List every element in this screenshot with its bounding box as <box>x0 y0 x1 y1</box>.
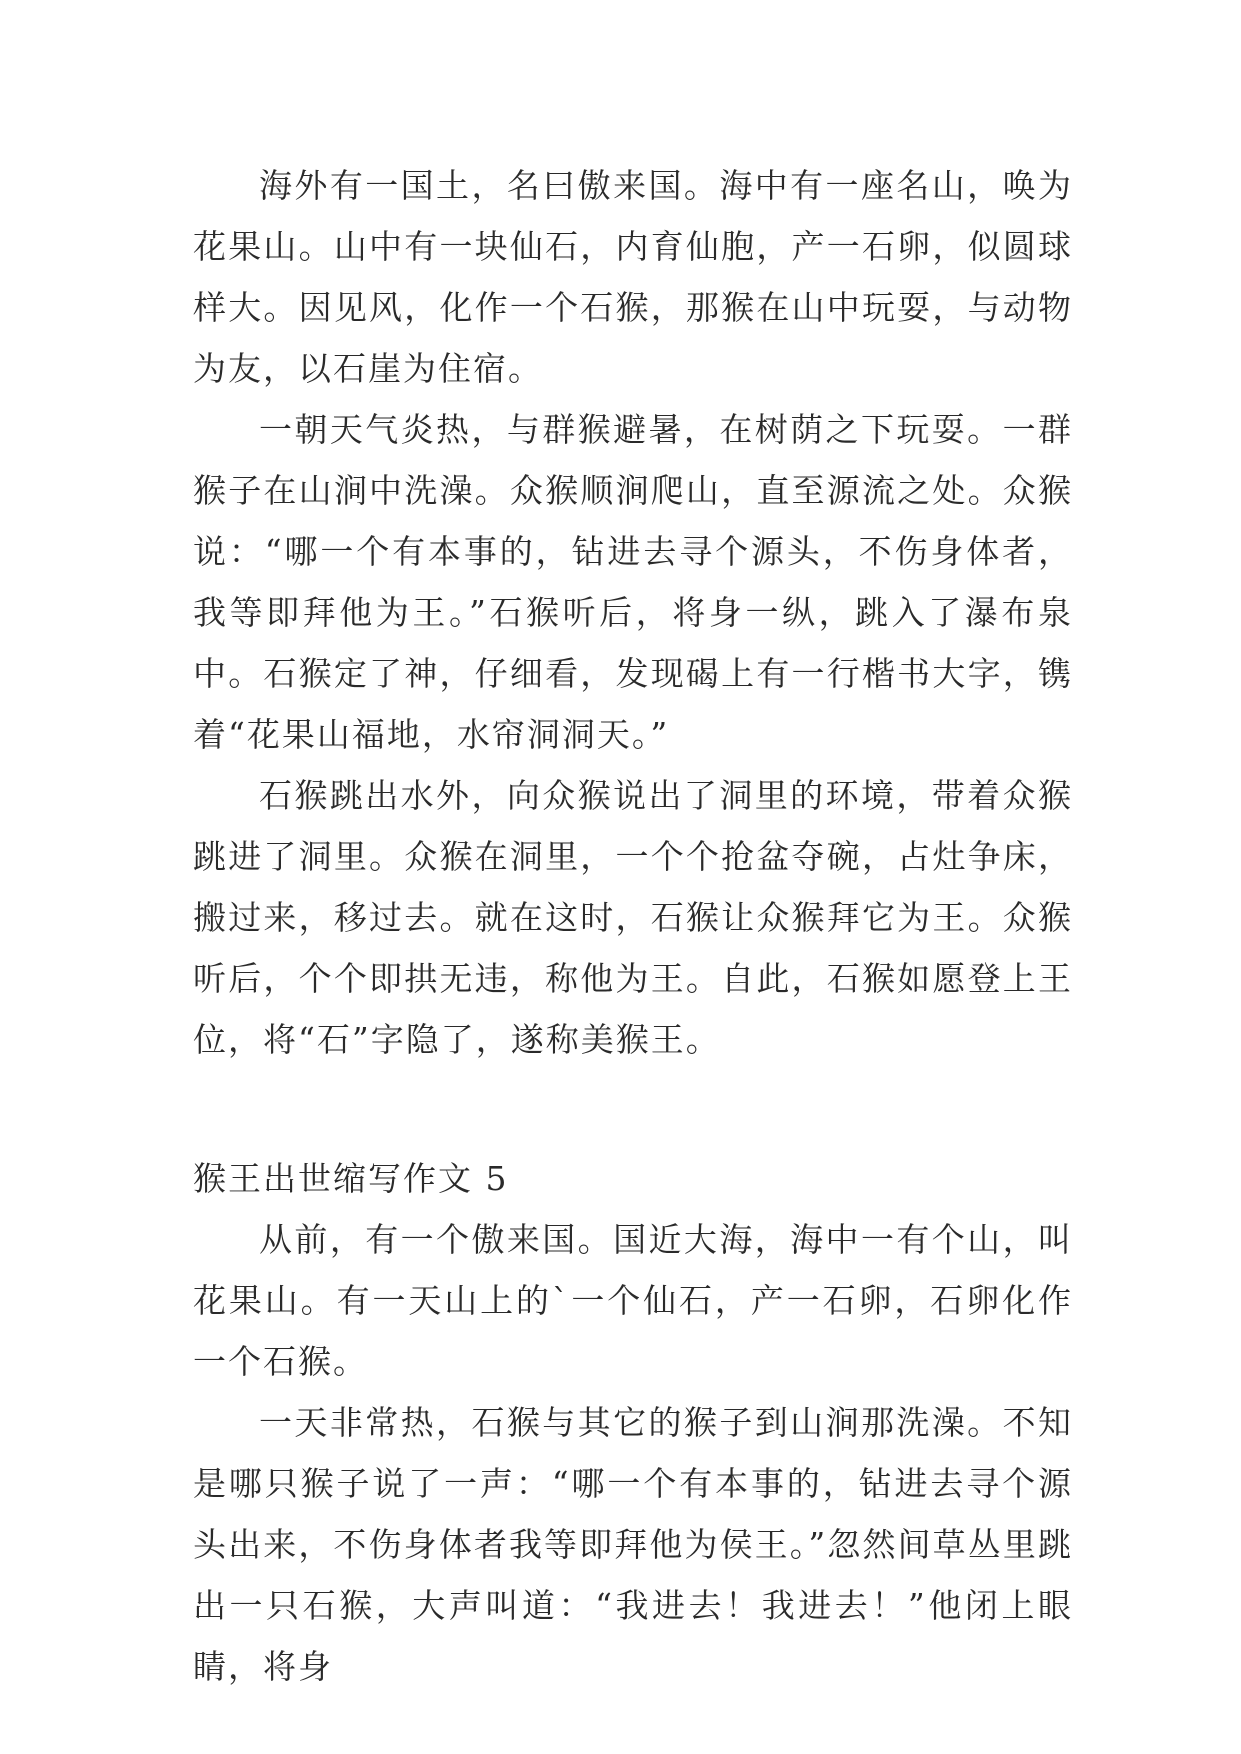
section-title: 猴王出世缩写作文 5 <box>193 1159 509 1198</box>
paragraph: 海外有一国土，名曰傲来国。海中有一座名山，唤为花果山。山中有一块仙石，内育仙胞，产一石卵，似圆球样大。因见风，化作一个石猴，那猴在山中玩耍，与动物为友，以石崖为住宿。 <box>193 166 1073 388</box>
paragraph: 石猴跳出水外，向众猴说出了洞里的环境，带着众猴跳进了洞里。众猴在洞里，一个个抢盆夺碗，占灶争床，搬过来，移过去。就在这时，石猴让众猴拜它为王。众猴听后，个个即拱无违，称他为王。自此，石猴如愿登上王位，将“石”字隐了，遂称美猴王。 <box>193 776 1073 1059</box>
paragraph: 一朝天气炎热，与群猴避暑，在树荫之下玩耍。一群猴子在山涧中洗澡。众猴顺涧爬山，直至源流之处。众猴说：“哪一个有本事的，钻进去寻个源头，不伤身体者，我等即拜他为王。”石猴听后，将身一纵，跳入了瀑布泉中。石猴定了神，仔细看，发现碣上有一行楷书大字，镌着“花果山福地，水帘洞洞天。” <box>193 410 1073 754</box>
paragraph: 一天非常热，石猴与其它的猴子到山涧那洗澡。不知是哪只猴子说了一声：“哪一个有本事的，钻进去寻个源头出来，不伤身体者我等即拜他为侯王。”忽然间草丛里跳出一只石猴，大声叫道：“我进去！我进去！”他闭上眼睛，将身 <box>193 1403 1073 1686</box>
document-body <box>193 155 1073 1697</box>
paragraph: 从前，有一个傲来国。国近大海，海中一有个山，叫花果山。有一天山上的`一个仙石，产一石卵，石卵化作一个石猴。 <box>193 1220 1073 1381</box>
